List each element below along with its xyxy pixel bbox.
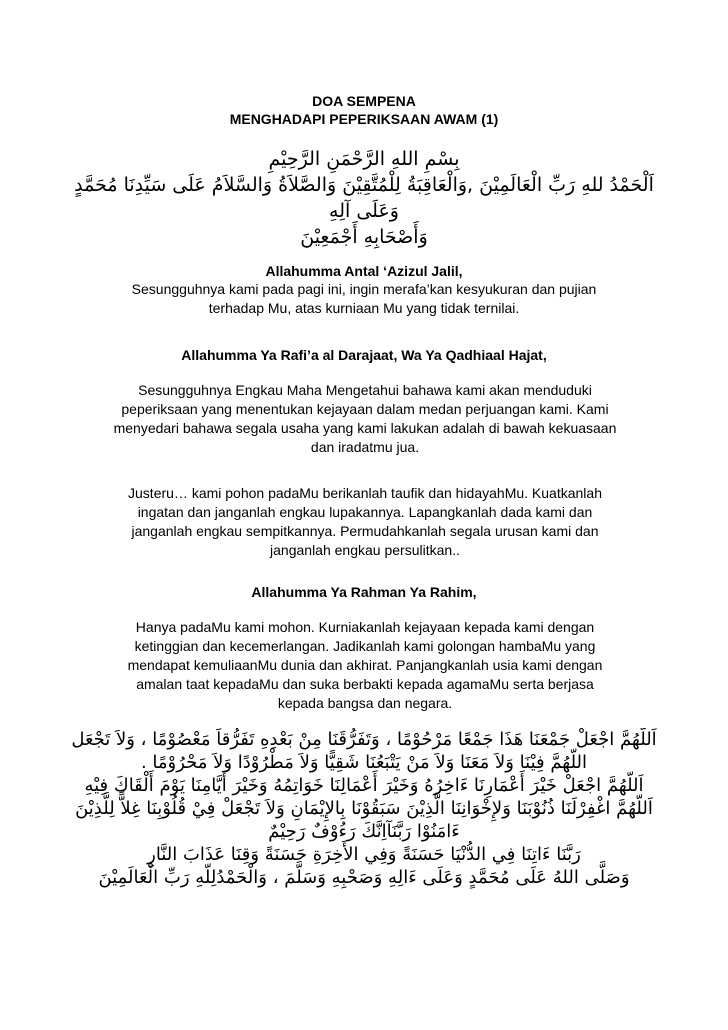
section-heading: Allahumma Antal ‘Azizul Jalil, [265, 263, 463, 279]
opening-arabic-prayer [10, 146, 718, 250]
arabic-closing-line: اللّهُمَّ فِيْنَا وَلاَ مَعَنَا وَلاَ مَنْ يَتْبَعُنَا شَقِيًّا وَلاَ مَطْرُوْدًا وَلاَ مَحْرُوْمًا . [140, 752, 588, 773]
paragraph-line: menyedari bahawa segala usaha yang kami lakukan adalah di bawah kekuasaan [113, 420, 617, 436]
title-line-2: MENGHADAPI PEPERIKSAAN AWAM (1) [229, 111, 499, 127]
section-rafia-darajaat-heading [72, 346, 656, 364]
arabic-opening-line: اَلْحَمْدُ للهِ رَبِّ الْعَالَمِيْنَ ,وَالْعَاقِبَةُ لِلْمُتَّقِيْنَ وَالصَّلاَةُ وَالسَّلاَمُ عَلَى سَيِّدِنَا مُحَمَّدٍ [74, 174, 654, 196]
paragraph-line: ingatan dan janganlah engkau lupakannya. Lapangkanlah dada kami dan [137, 504, 593, 520]
section-antal-azizul-jalil [72, 262, 656, 318]
section-rahman-rahim-body [70, 618, 660, 713]
title-line-1: DOA SEMPENA [312, 93, 416, 109]
paragraph-line: ketinggian dan kecemerlangan. Jadikanlah kami golongan hambaMu yang [134, 638, 596, 654]
arabic-basmala: بِسْمِ اللهِ الرَّحْمَنِ الرَّحِيْمِ [268, 148, 460, 170]
section-heading: Allahumma Ya Rahman Ya Rahim, [251, 584, 477, 600]
paragraph-line: dan iradatmu jua. [310, 439, 420, 455]
paragraph-line: mendapat kemuliaanMu dunia dan akhirat. Panjangkanlah usia kami dengan [127, 657, 603, 673]
paragraph-line: Sesungguhnya kami pada pagi ini, ingin merafa’kan kesyukuran dan pujian [131, 281, 597, 297]
arabic-closing-line: ءَامَنُوْا رَبَّنَآاِنَّكَ رَءُوْفٌ رَحِيْمٌ [268, 821, 460, 842]
closing-arabic-prayer [10, 728, 718, 889]
section-justeru [70, 484, 660, 560]
arabic-closing-line: وَصَلَّى اللهُ عَلَى مُحَمَّدٍ وَعَلَى ءَالِهِ وَصَحْبِهِ وَسَلَّمَ ، وَالْحَمْدُلِلّهِ رَبِّ الْعَالَمِيْنَ [98, 867, 630, 888]
paragraph-line: Sesungguhnya Engkau Maha Mengetahui bahawa kami akan menduduki [138, 382, 592, 398]
paragraph-line: amalan taat kepadaMu dan suka berbakti kepada agamaMu serta berjasa [136, 676, 594, 692]
paragraph-line: peperiksaan yang menentukan kejayaan dalam medan perjuangan kami. Kami [121, 401, 609, 417]
section-rafia-darajaat-body [70, 381, 660, 457]
paragraph-line: kepada bangsa dan negara. [277, 695, 453, 711]
section-heading: Allahumma Ya Rafi’a al Darajaat, Wa Ya Qadhiaal Hajat, [181, 347, 547, 363]
paragraph-line: Hanya padaMu kami mohon. Kurniakanlah kejayaan kepada kami dengan [135, 619, 595, 635]
paragraph-line: terhadap Mu, atas kurniaan Mu yang tidak ternilai. [208, 300, 520, 316]
paragraph-line: janganlah engkau sempitkannya. Permudahkanlah segala urusan kami dan [131, 523, 599, 539]
document-title [0, 92, 728, 128]
arabic-closing-line: اَللّهُمَّ اغْفِرْلَنَا ذُنُوْبَنَا وَلإِخْوَانِنَا الَّذِيْنَ سَبَقُوْنَا بِالإِيْمَانِ وَلاَ تَجْعَلْ فِيْ قُلُوْبِنَا غِلاًّ لِلَّذِيْنَ [75, 798, 653, 819]
arabic-closing-line: رَبَّنَا ءَاتِنَا فِي الدُّنْيَا حَسَنَةً وَفِي الأَخِرَةِ حَسَنَةً وَقِنَا عَذَابَ النَّارِ [147, 844, 581, 865]
arabic-closing-line: اَللّهُمَّ اجْعَلْ جَمْعَنَا هَذَا جَمْعًا مَرْحُوْمًا ، وَتَفَرُّقَنَا مِنْ بَعْدِهِ تَفَرُّقاً مَعْصُوْمًا ، وَلاَ تَجْعَل [71, 729, 657, 750]
paragraph-line: janganlah engkau persulitkan.. [270, 542, 460, 558]
arabic-opening-line: وَعَلَى آلِهِ [329, 200, 399, 222]
paragraph-line: Justeru… kami pohon padaMu berikanlah taufik dan hidayahMu. Kuatkanlah [128, 485, 602, 501]
section-rahman-rahim-heading [72, 583, 656, 601]
arabic-opening-line: وَأَصْحَابِهِ أَجْمَعِيْنَ [300, 226, 428, 248]
arabic-closing-line: اَللّهُمَّ اجْعَلْ خَيْرَ أَعْمَارِنَا ءَاخِرُهُ وَخَيْرَ أَعْمَالِنَا خَوَاتِمُهُ وَخَيْرَ أَيَّامِنَا يَوْمَ أَلْقَاكَ فِيْهِ [84, 775, 644, 796]
